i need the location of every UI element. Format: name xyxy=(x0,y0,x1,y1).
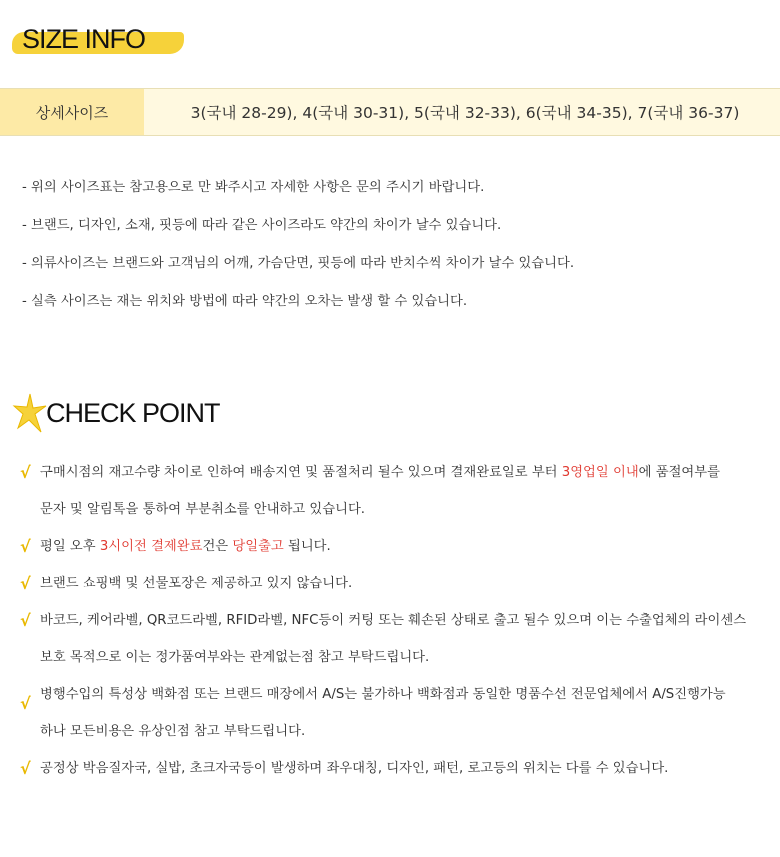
check-item: √ 병행수입의 특성상 백화점 또는 브랜드 매장에서 A/S는 불가하나 백화점과 동일한 명품수선 전문업체에서 A/S진행가능 하나 모든비용은 유상인점 참고 부탁드립니다. xyxy=(20,687,726,739)
size-table-label: 상세사이즈 xyxy=(0,89,144,135)
size-info-heading xyxy=(22,24,145,55)
check-item: √ 평일 오후 3시이전 결제완료건은 당일출고 됩니다. xyxy=(20,537,331,556)
check-point-title: CHECK POINT xyxy=(46,398,220,428)
star-brush-icon xyxy=(12,392,48,438)
size-note: - 브랜드, 디자인, 소재, 핏등에 따라 같은 사이즈라도 약간의 차이가 날수 있습니다. xyxy=(22,218,502,233)
size-table-value: 3(국내 28-29), 4(국내 30-31), 5(국내 32-33), 6(국내 34-35), 7(국내 36-37) xyxy=(190,104,740,122)
highlight-text: 당일출고 xyxy=(232,539,284,554)
highlight-text: 3영업일 이내 xyxy=(561,465,639,480)
size-note: - 의류사이즈는 브랜드와 고객님의 어깨, 가슴단면, 핏등에 따라 반치수씩 차이가 날수 있습니다. xyxy=(22,256,575,271)
check-mark-icon: √ xyxy=(20,611,31,630)
check-item: √ 브랜드 쇼핑백 및 선물포장은 제공하고 있지 않습니다. xyxy=(20,574,353,593)
size-table xyxy=(0,88,780,136)
check-item: √ 바코드, 케어라벨, QR코드라벨, RFID라벨, NFC등이 커팅 또는 훼손된 상태로 출고 될수 있으며 이는 수출업체의 라이센스 보호 목적으로 이는 정가품여부와는 관계없는점 참고 부탁드립니다. xyxy=(20,611,747,665)
check-item: √ 공정상 박음질자국, 실밥, 초크자국등이 발생하며 좌우대칭, 디자인, 패턴, 로고등의 위치는 다를 수 있습니다. xyxy=(20,759,669,778)
size-info-title: SIZE INFO xyxy=(22,24,146,54)
check-mark-icon: √ xyxy=(20,463,31,482)
highlight-text: 3시이전 결제완료 xyxy=(99,539,203,554)
check-mark-icon: √ xyxy=(20,694,31,713)
check-mark-icon: √ xyxy=(20,537,31,556)
check-mark-icon: √ xyxy=(20,759,31,778)
size-notes-list xyxy=(22,176,574,328)
check-point-list xyxy=(20,462,746,795)
check-item: √ 구매시점의 재고수량 차이로 인하여 배송지연 및 품절처리 될수 있으며 결재완료일로 부터 3영업일 이내에 품절여부를 문자 및 알림톡을 통하여 부분취소를 안내하고 있습니다. xyxy=(20,463,720,517)
check-mark-icon: √ xyxy=(20,574,31,593)
size-note: - 실측 사이즈는 재는 위치와 방법에 따라 약간의 오차는 발생 할 수 있습니다. xyxy=(22,294,468,309)
size-note: - 위의 사이즈표는 참고용으로 만 봐주시고 자세한 사항은 문의 주시기 바랍니다. xyxy=(22,180,485,195)
